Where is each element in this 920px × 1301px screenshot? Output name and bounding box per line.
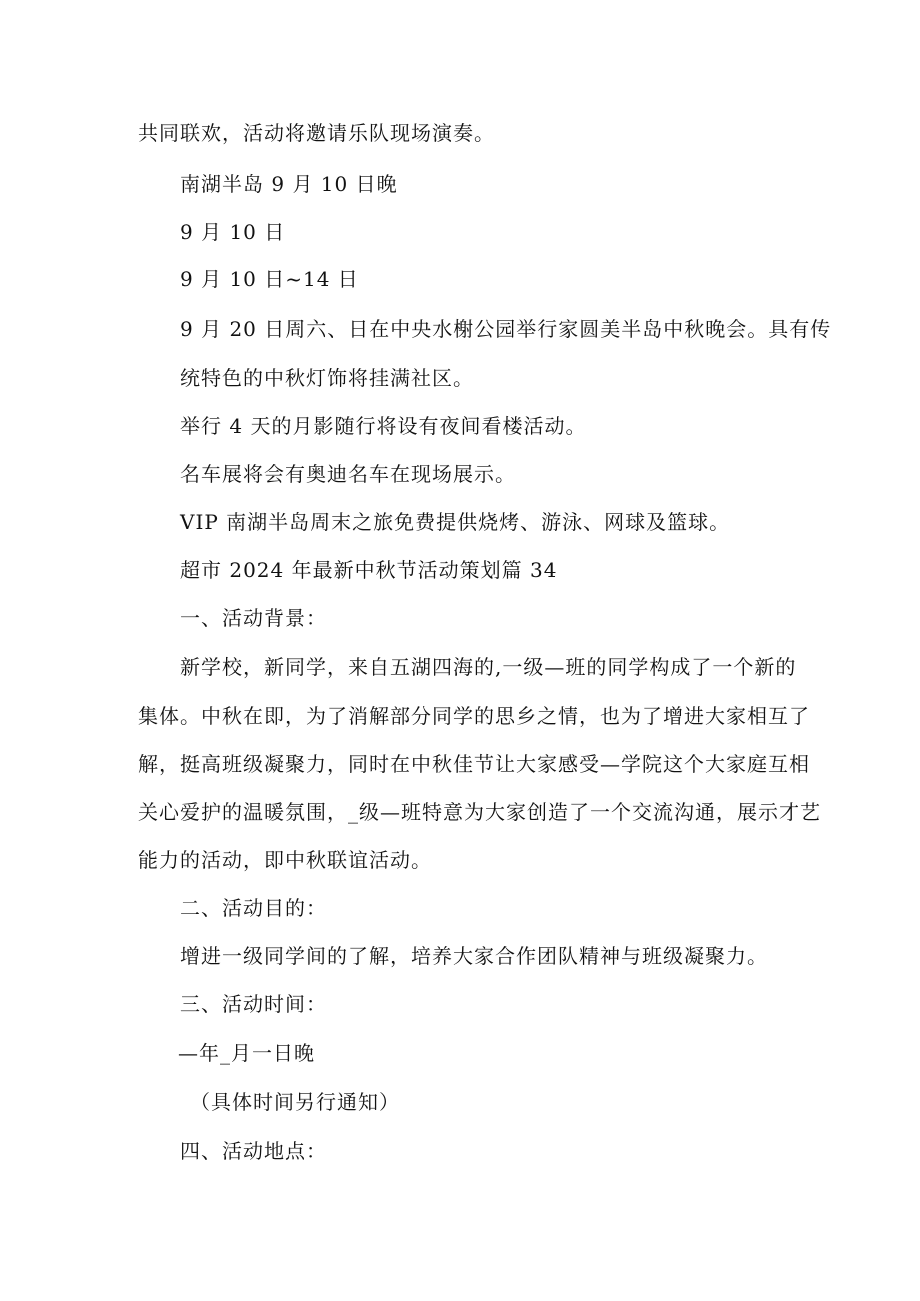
section-heading: 四、活动地点： [180, 1139, 327, 1163]
text-line: 统特色的中秋灯饰将挂满社区。 [180, 366, 474, 390]
paragraph-line: 关心爱护的温暖氛围，_级—班特意为大家创造了一个交流沟通，展示才艺 [138, 800, 821, 824]
paragraph-line: 能力的活动，即中秋联谊活动。 [138, 848, 432, 872]
paragraph-line: 新学校，新同学，来自五湖四海的,一级—班的同学构成了一个新的 [180, 655, 797, 679]
section-heading: 二、活动目的： [180, 896, 327, 920]
text-line: VIP 南湖半岛周末之旅免费提供烧烤、游泳、网球及篮球。 [180, 510, 731, 534]
paragraph-line: 集体。中秋在即，为了消解部分同学的思乡之情，也为了增进大家相互了 [138, 704, 810, 728]
section-heading: 一、活动背景： [180, 606, 327, 630]
text-line: 9 月 10 日 [180, 220, 286, 244]
section-heading: 超市 2024 年最新中秋节活动策划篇 34 [180, 558, 558, 582]
text-line: 南湖半岛 9 月 10 日晚 [180, 172, 398, 196]
text-line: 共同联欢，活动将邀请乐队现场演奏。 [138, 121, 495, 145]
paragraph-line: —年_月一日晚 [178, 1041, 315, 1065]
paragraph-line: 解，挺高班级凝聚力，同时在中秋佳节让大家感受—学院这个大家庭互相 [138, 752, 810, 776]
section-heading: 三、活动时间： [180, 992, 327, 1016]
paragraph-line: （具体时间另行通知） [190, 1090, 400, 1114]
text-line: 名车展将会有奥迪名车在现场展示。 [180, 462, 516, 486]
text-line: 举行 4 天的月影随行将设有夜间看楼活动。 [180, 414, 587, 438]
text-line: 9 月 20 日周六、日在中央水榭公园举行家圆美半岛中秋晚会。具有传 [180, 317, 832, 341]
text-line: 9 月 10 日~14 日 [180, 267, 359, 291]
paragraph-line: 增进一级同学间的了解，培养大家合作团队精神与班级凝聚力。 [180, 944, 768, 968]
